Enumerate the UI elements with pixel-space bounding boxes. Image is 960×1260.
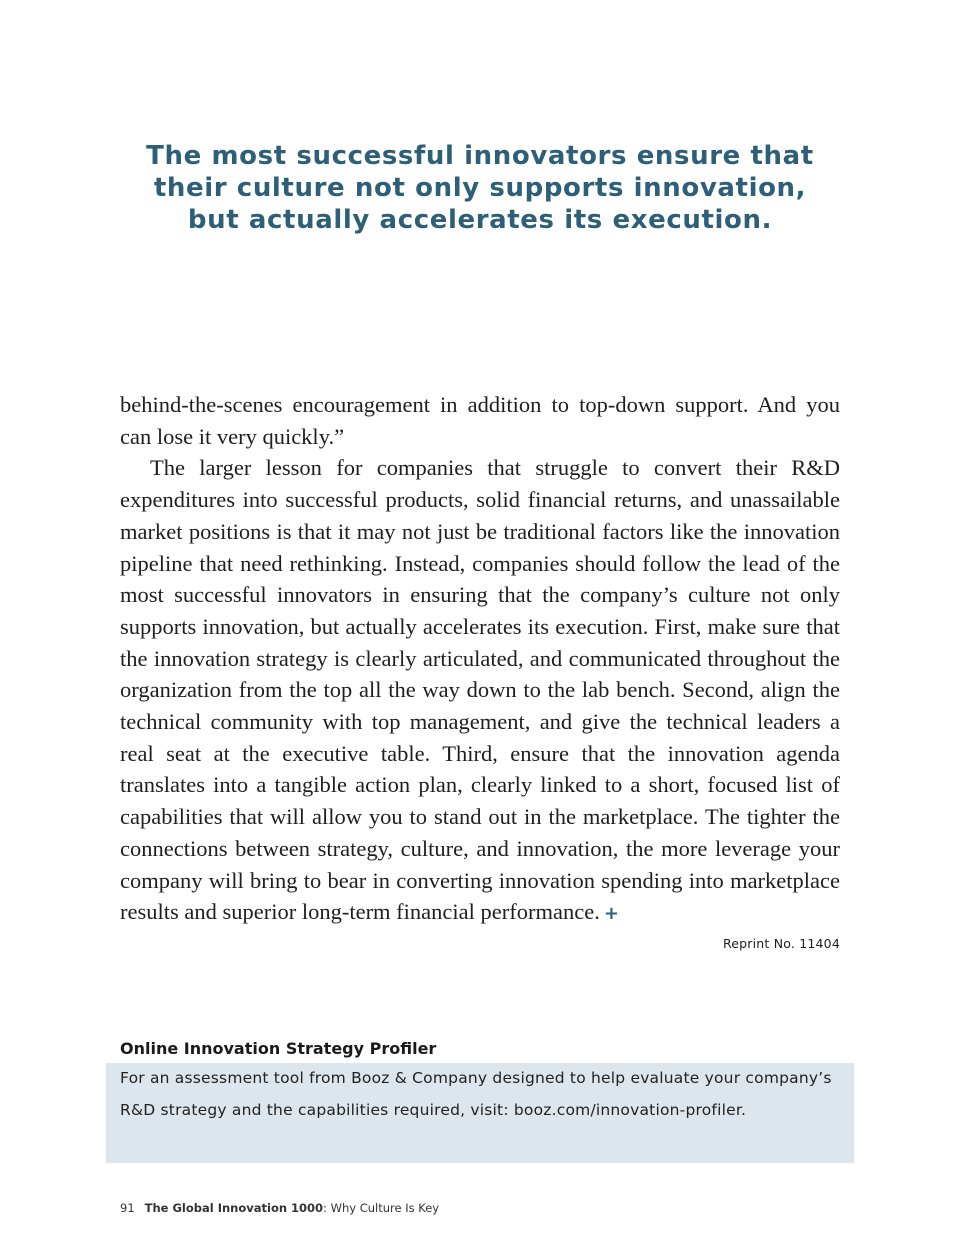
profiler-text: For an assessment tool from Booz & Company designed to help evaluate your company’s R&D strategy and the capabilities required, visit: booz.com/innovation-profiler. [120, 1069, 832, 1119]
page-footer [120, 1201, 439, 1215]
pull-quote-line-3: but actually accelerates its execution. [187, 205, 773, 235]
pull-quote-line-1: The most successful innovators ensure that [146, 141, 814, 171]
reprint-number: Reprint No. 11404 [722, 936, 840, 951]
publication-title: The Global Innovation 1000 [144, 1201, 324, 1215]
page-number: 91 [120, 1201, 135, 1215]
pull-quote [120, 140, 840, 236]
body-paragraph-2-text: The larger lesson for companies that struggle to convert their R&D expenditures into successful products, solid financial returns, and unassailable market positions is that it may not just be traditional factors like the innovation pipeline that need rethinking. Instead, companies should follow the lead of the most successful innovators in ensuring that the company’s culture not only supports innovation, but actually accelerates its execution. First, make sure that the innovation strategy is clearly articulated, and communicated throughout the organization from the top all the way down to the lab bench. Second, align the technical community with top management, and give the technical leaders a real seat at the executive table. Third, ensure that the innovation agenda translates into a tangible action plan, clearly linked to a short, focused list of capabilities that will allow you to stand out in the marketplace. The tighter the connections between strategy, culture, and innovation, the more leverage your company will bring to bear in converting innovation spending into marketplace results and superior long-term financial performance. [120, 455, 840, 925]
publication-subtitle: : Why Culture Is Key [323, 1201, 440, 1215]
body-paragraph-2 [120, 452, 840, 930]
body-paragraph-1: behind-the-scenes encouragement in addition to top-down support. And you can lose it very quickly.” [120, 392, 840, 449]
article-body [120, 389, 840, 930]
profiler-title: Online Innovation Strategy Profiler [120, 1039, 437, 1058]
end-mark-icon: + [603, 903, 619, 925]
profiler-callout-box [106, 1063, 854, 1163]
pull-quote-line-2: their culture not only supports innovation, [153, 173, 807, 203]
